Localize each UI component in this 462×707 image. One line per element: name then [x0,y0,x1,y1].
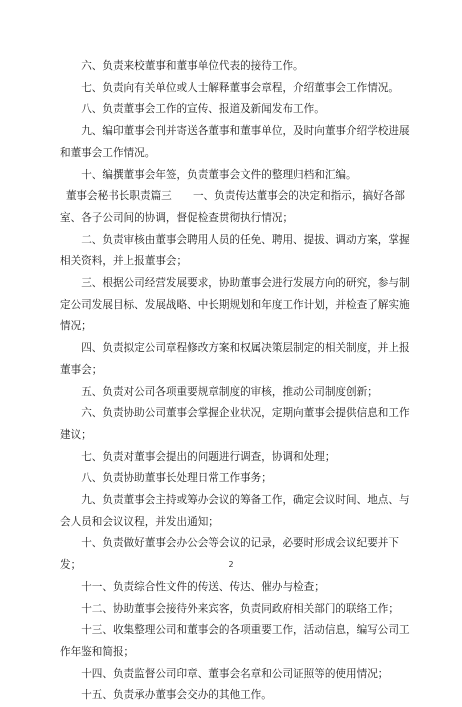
paragraph: 十、负责做好董事会办公会等会议的记录，必要时形成会议纪要并下发； [60,537,399,572]
paragraph: 六、负责协助公司董事会掌握企业状况，定期向董事会提供信息和工作建议； [60,407,410,441]
paragraph: 二、负责审核由董事会聘用人员的任免、聘用、提拔、调动方案，掌握相关资料，并上报董事会； [60,233,410,268]
paragraph: 六、负责来校董事和董事单位代表的接待工作。 [81,60,304,72]
paragraph: 三、根据公司经营发展要求，协助董事会进行发展方向的研究，参与制定公司发展目标、发展战略、中长期规划和年度工作计划，并检查了解实施情况； [60,277,410,333]
paragraph: 十、编撰董事会年签，负责董事会文件的整理归档和汇编。 [81,168,357,181]
paragraph: 九、负责董事会主持或筹办会议的筹备工作，确定会议时间、地点、与会人员和会议议程，并发出通知； [60,494,410,528]
paragraph: 五、负责对公司各项重要规章制度的审核，推动公司制度创新； [81,385,378,398]
paragraph: 八、负责协助董事长处理日常工作事务； [81,472,272,485]
paragraph: 九、编印董事会刊并寄送各董事和董事单位，及时向董事介绍学校进展和董事会工作情况。 [60,125,410,159]
paragraph: 七、负责对董事会提出的问题进行调查，协调和处理； [81,450,336,463]
paragraph: 四、负责拟定公司章程修改方案和权属决策层制定的相关制度，并上报董事会； [60,342,410,376]
paragraph: 十五、负责承办董事会交办的其他工作。 [81,689,272,702]
paragraph: 七、负责向有关单位或人士解释董事会章程，介绍董事会工作情况。 [81,81,399,94]
paragraph: 十二、协助董事会接待外来宾客，负责同政府相关部门的联络工作； [81,602,399,615]
paragraph: 十一、负责综合性文件的传送、传达、催办与检查； [81,580,325,593]
section-heading-paragraph: 董事会秘书长职责篇三 一、负责传达董事会的决定和指示，搞好各部室、各子公司间的协调，督促检查贯彻执行情况； [60,190,405,224]
paragraph: 八、负责董事会工作的宣传、报道及新闻发布工作。 [81,103,325,116]
paragraph: 十四、负责监督公司印章、董事会名章和公司证照等的使用情况； [81,667,389,680]
paragraph: 十三、收集整理公司和董事会的各项重要工作，活动信息，编写公司工作年鉴和简报； [60,624,410,658]
body-text [60,56,412,707]
page-number: 2 [228,560,234,569]
